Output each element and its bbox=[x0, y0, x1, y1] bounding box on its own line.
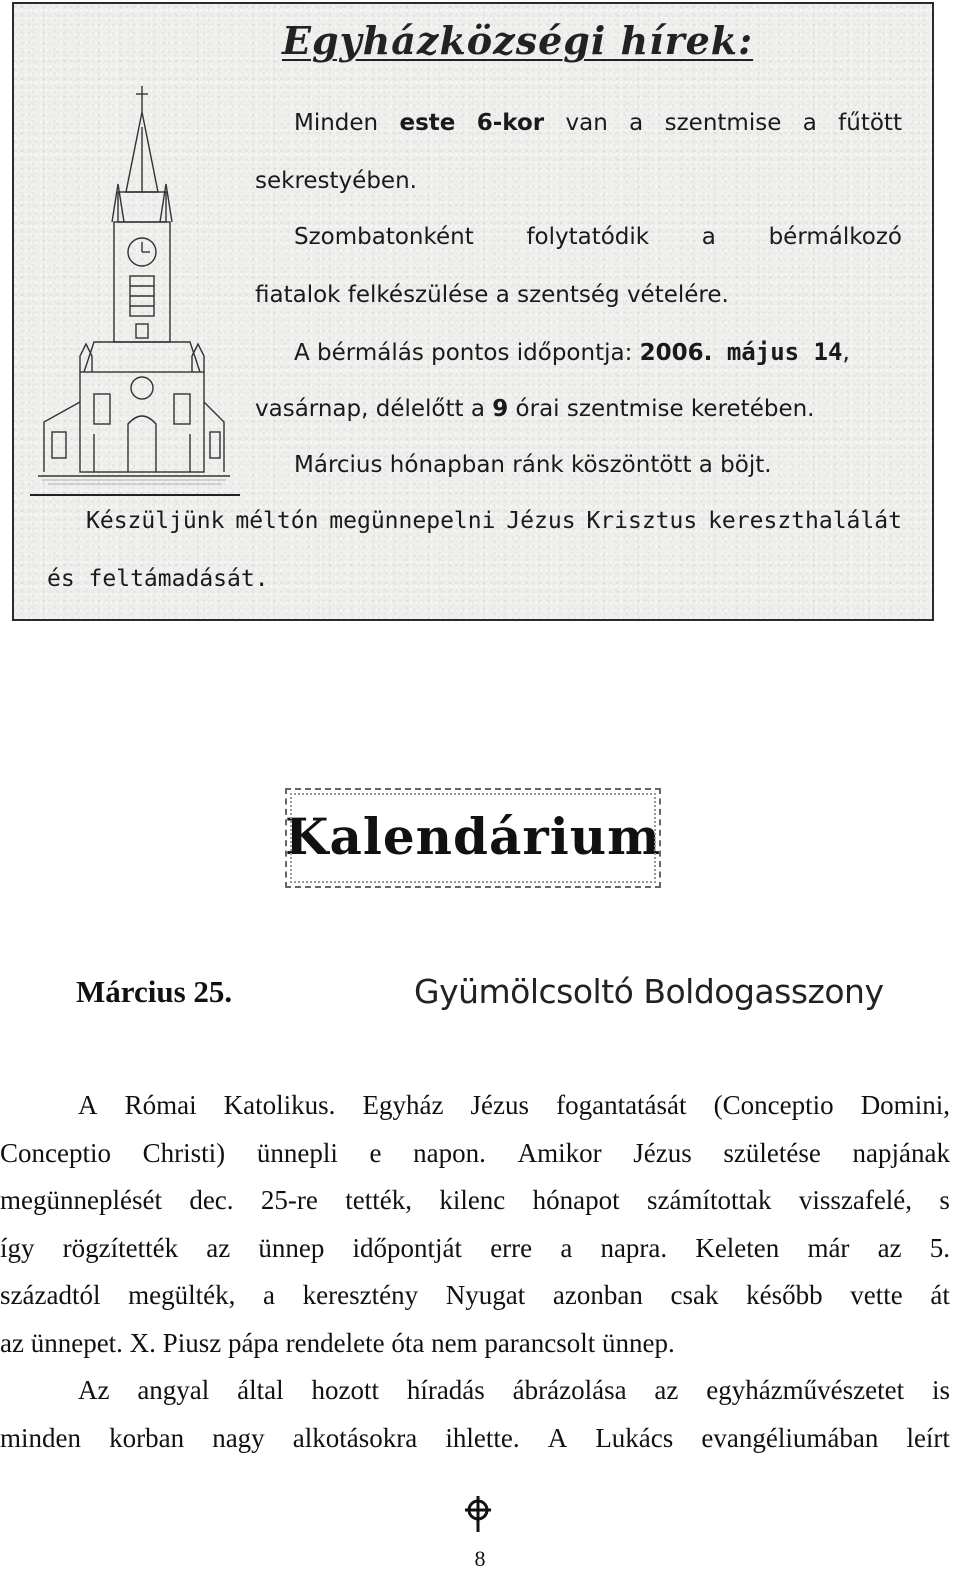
news-line-2: sekrestyében. bbox=[255, 168, 417, 194]
news-word: méltón bbox=[235, 508, 319, 534]
feast-date: Március 25. bbox=[76, 974, 233, 1009]
news-line-3 bbox=[294, 224, 902, 250]
body-line: megünneplését dec. 25-re tették, kilenc hónapot számítottak visszafelé, s bbox=[0, 1185, 950, 1215]
church-tower-illustration bbox=[34, 72, 234, 492]
illustration-divider bbox=[30, 494, 240, 496]
page-number: 8 bbox=[474, 1546, 486, 1571]
body-line: minden korban nagy alkotásokra ihlette. A Lukács evangéliumában leírt bbox=[0, 1423, 950, 1453]
body-line: századtól megülték, a keresztény Nyugat azonban csak később vette át bbox=[0, 1280, 950, 1310]
confirmation-date: május 14 bbox=[712, 338, 843, 366]
mass-hour: 9 bbox=[492, 396, 509, 422]
news-word: Szombatonként bbox=[294, 224, 474, 250]
news-word: van bbox=[565, 110, 608, 136]
parish-news-box bbox=[12, 2, 934, 621]
feast-name: Gyümölcsoltó Boldogasszony bbox=[414, 972, 884, 1011]
news-word: Készüljünk bbox=[86, 508, 225, 534]
news-word: folytatódik bbox=[526, 224, 650, 250]
news-line-9: és feltámadását. bbox=[47, 566, 269, 592]
news-word: a bbox=[629, 110, 644, 136]
news-word: kereszthalálát bbox=[708, 508, 902, 534]
body-line: így rögzítették az ünnep időpontját erre a napra. Keleten már az 5. bbox=[0, 1233, 950, 1263]
news-word: bérmálkozó bbox=[768, 224, 902, 250]
calendar-banner bbox=[285, 788, 661, 888]
confirmation-year: 2006. bbox=[639, 340, 713, 366]
news-word: a bbox=[701, 224, 716, 250]
news-word: este bbox=[399, 110, 456, 136]
body-line: Conceptio Christi) ünnepli e napon. Amikor Jézus születése napjának bbox=[0, 1138, 950, 1168]
news-word: 6-kor bbox=[476, 110, 545, 136]
news-word: Jézus bbox=[506, 508, 576, 534]
news-word: a bbox=[802, 110, 817, 136]
calendar-banner-title: Kalendárium bbox=[285, 806, 661, 866]
body-line: az ünnepet. X. Piusz pápa rendelete óta nem parancsolt ünnep. bbox=[0, 1328, 675, 1358]
news-line-4: fiatalok felkészülése a szentség vételére. bbox=[255, 282, 729, 308]
news-line-8 bbox=[86, 508, 902, 534]
body-line: A Római Katolikus. Egyház Jézus fogantatását (Conceptio Domini, bbox=[78, 1090, 950, 1120]
news-line-1 bbox=[294, 110, 902, 136]
news-word: Minden bbox=[294, 110, 379, 136]
news-line-7: Március hónapban ránk köszöntött a böjt. bbox=[294, 452, 772, 478]
cross-icon bbox=[461, 1494, 495, 1534]
news-title: Egyházközségi hírek: bbox=[282, 18, 754, 63]
news-line-5: A bérmálás pontos időpontja: 2006. május 14, bbox=[294, 338, 850, 366]
news-word: Krisztus bbox=[586, 508, 698, 534]
news-line-6: vasárnap, délelőtt a 9 órai szentmise keretében. bbox=[255, 396, 815, 422]
news-word: szentmise bbox=[664, 110, 782, 136]
news-word: megünnepelni bbox=[329, 508, 496, 534]
news-word: fűtött bbox=[838, 110, 902, 136]
body-line: Az angyal által hozott híradás ábrázolása az egyházművészetet is bbox=[78, 1375, 950, 1405]
